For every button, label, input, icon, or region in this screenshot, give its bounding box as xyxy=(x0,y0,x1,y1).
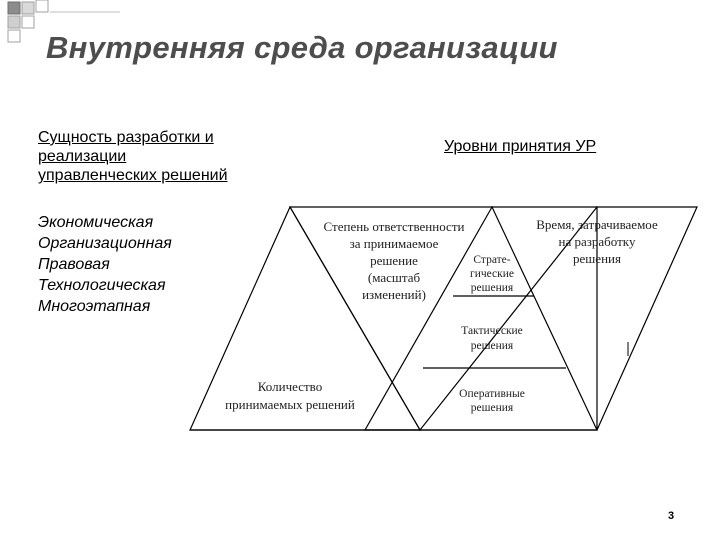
responsibility-label: решение xyxy=(370,253,418,268)
tactical-label: Тактические xyxy=(461,325,523,337)
quantity-label: принимаемых решений xyxy=(225,397,355,412)
left-heading-line: Сущность разработки и xyxy=(38,129,214,146)
decision-type: Технологическая xyxy=(38,277,166,294)
decision-type: Организационная xyxy=(38,235,172,252)
time-label: Время, затрачиваемое xyxy=(536,217,658,232)
decision-type: Многоэтапная xyxy=(38,298,151,315)
responsibility-label: за принимаемое xyxy=(349,236,439,251)
time-label: решения xyxy=(573,251,621,266)
operational-label: решения xyxy=(470,402,514,414)
responsibility-label: изменений) xyxy=(362,287,426,302)
left-heading-line: реализации xyxy=(38,148,127,165)
strategic-label: Страте- xyxy=(473,254,511,266)
strategic-label: решения xyxy=(470,282,514,294)
operational-label: Оперативные xyxy=(459,388,525,400)
responsibility-label: (масштаб xyxy=(367,270,421,285)
tactical-label: решения xyxy=(470,340,514,352)
decision-type: Правовая xyxy=(38,256,110,273)
page-number: 3 xyxy=(668,510,675,522)
strategic-label: гические xyxy=(470,268,514,280)
quantity-label: Количество xyxy=(257,379,323,394)
decision-type: Экономическая xyxy=(38,214,154,231)
time-label: на разработку xyxy=(558,234,636,249)
responsibility-label: Степень ответственности xyxy=(323,219,465,234)
slide-title: Внутренняя среда организации xyxy=(46,30,558,65)
left-heading-line: управленческих решений xyxy=(38,167,228,184)
right-heading: Уровни принятия УР xyxy=(444,138,597,155)
